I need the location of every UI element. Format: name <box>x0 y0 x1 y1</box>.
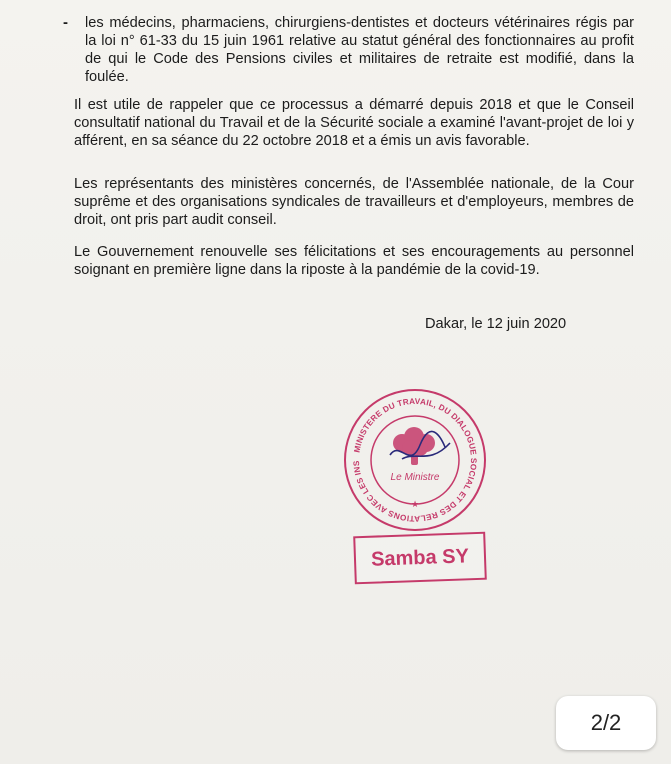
signatory-name-stamp: Samba SY <box>353 532 487 585</box>
official-stamp <box>340 385 490 535</box>
bullet-text: les médecins, pharmaciens, chirurgiens-dentistes et docteurs vétérinaires régis par la loi n° 61-33 du 15 juin 1961 relative au statut général des fonctionnaires au profit de qui le Code des Pensions civiles et militaires de retraite est modifié, dans la foulée. <box>85 15 634 85</box>
paragraph-representatives: Les représentants des ministères concernés, de l'Assemblée nationale, de la Cour suprême et des organisations syndicales de travailleurs et d'employeurs, membres de droit, ont pris part audit conseil. <box>74 176 634 228</box>
bullet-list-item <box>63 14 634 86</box>
paragraph-government: Le Gouvernement renouvelle ses félicitations et ses encouragements au personnel soignant en première ligne dans la riposte à la pandémie de la covid-19. <box>74 244 634 278</box>
stamp-ring-text: MINISTERE DU TRAVAIL, DU DIALOGUE SOCIAL ET DES RELATIONS AVEC LES INS <box>351 396 479 524</box>
page-indicator: 2/2 <box>556 696 656 750</box>
dateline: Dakar, le 12 juin 2020 <box>425 316 567 332</box>
stamp-center-text: Le Ministre <box>390 472 440 483</box>
star-icon: ★ <box>410 499 420 509</box>
bullet-mark: - <box>63 14 68 31</box>
paragraph-process: Il est utile de rappeler que ce processus a démarré depuis 2018 et que le Conseil consultatif national du Travail et de la Sécurité sociale a examiné l'avant-projet de loi y afférent, en sa séance du 22 octobre 2018 et a émis un avis favorable. <box>74 97 634 149</box>
